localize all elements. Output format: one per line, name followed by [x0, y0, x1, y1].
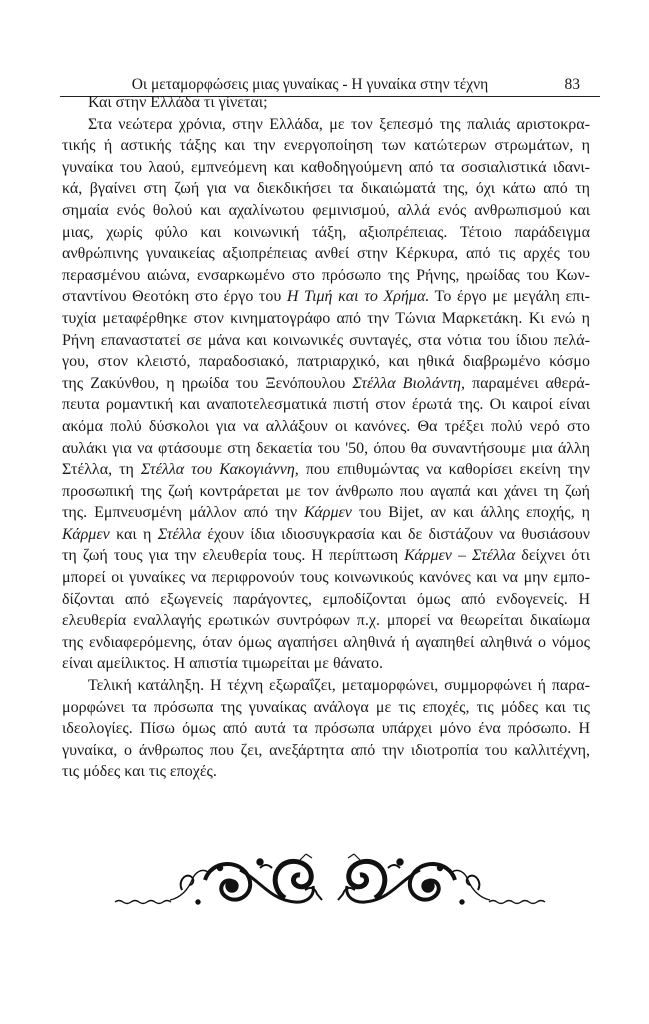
text-line	[62, 610, 590, 632]
text-segment: ιδεολογίες. Πίσω όμως από αυτά τα πρόσωπα υπάρχει μόνο ένα πρόσωπο. Η	[62, 720, 590, 738]
text-segment: τις μόδες και τις εποχές.	[62, 763, 217, 781]
italic-title-text: Στέλλα Βιολάντη,	[352, 374, 465, 392]
floral-flourish-ornament-icon	[110, 840, 550, 915]
text-line	[62, 697, 590, 719]
text-line	[62, 243, 590, 265]
text-segment: ελευθερία εναλλαγής ερωτικών συντρόφων π.χ. μπορεί να θεωρείται δικαίωμα	[62, 612, 590, 630]
text-line	[62, 114, 590, 136]
italic-title-text: Η Τιμή και το Χρήμα.	[286, 288, 430, 306]
text-segment: Στα νεώτερα χρόνια, στην Ελλάδα, με τον ξεπεσμό της παλιάς αριστοκρα-	[88, 115, 590, 133]
text-segment: γυναίκα, ο άνθρωπος που ζει, ανεξάρτητα από την ιδιοτροπία του καλλιτέχνη,	[62, 741, 590, 759]
text-line	[62, 178, 590, 200]
text-line	[62, 545, 590, 567]
text-segment: αυλάκι για να φτάσουμε στη δεκαετία του '50, όπου θα συναντήσουμε μια άλλη	[62, 439, 590, 457]
text-segment: και η	[109, 525, 158, 543]
text-segment: δείχνει ότι	[515, 547, 590, 565]
text-segment: παραμένει αθερά-	[465, 374, 591, 392]
text-segment: μπορεί οι γυναίκες να περιφρονούν τους κοινωνικούς κανόνες και να μην εμπο-	[62, 569, 590, 587]
body-text	[62, 92, 590, 783]
text-line	[62, 92, 590, 114]
text-line	[62, 740, 590, 762]
text-segment: Το έργο με μεγάλη επι-	[429, 288, 590, 306]
text-line	[62, 589, 590, 611]
text-segment: τυχία μεταφέρθηκε στον κινηματογράφο από την Τώνια Μαρκετάκη. Κι ενώ η	[62, 309, 590, 327]
text-segment: τη ζωή τους για την ελευθερία τους. Η περίπτωση	[62, 547, 405, 565]
text-segment: προσωπική της ζωή κοντράρεται με τον άνθρωπο που αγαπά και χάνει τη ζωή	[62, 482, 590, 500]
text-segment: της ενδιαφερόμενης, όταν όμως αγαπήσει αληθινά ή αγαπηθεί αληθινά ο νόμος	[62, 633, 590, 651]
text-segment: της Ζακύνθου, η ηρωίδα του Ξενόπουλου	[62, 374, 353, 392]
text-line	[62, 761, 590, 783]
text-line	[62, 286, 590, 308]
text-segment: της. Εμπνευσμένη μάλλον από την	[62, 504, 305, 522]
text-segment: μορφώνει τα πρόσωπα της γυναίκας ανάλογα με τις εποχές, τις μόδες και τις	[62, 698, 590, 716]
text-line	[62, 632, 590, 654]
text-line	[62, 438, 590, 460]
text-segment: Ρήνη επαναστατεί σε μάνα και κοινωνικές συνταγές, στα νότια του ίδιου πελά-	[62, 331, 590, 349]
text-segment: έχουν ίδια ιδιοσυγκρασία και δε διστάζουν να θυσιάσουν	[200, 525, 590, 543]
text-line	[62, 675, 590, 697]
text-segment: που επιθυμώντας να καθορίσει εκείνη την	[298, 461, 590, 479]
text-segment: γου, στον κλειστό, παραδοσιακό, πατριαρχικό, και ηθικά διαβρωμένο κόσμο	[62, 353, 590, 371]
text-line	[62, 135, 590, 157]
text-segment: δίζονται από εξωγενείς παράγοντες, εμποδίζονται όμως από ενδογενείς. Η	[62, 590, 590, 608]
text-segment: πευτα ρομαντική και αναποτελεσματικά πιστή στον έρωτά της. Οι καιροί είναι	[62, 396, 590, 414]
italic-title-text: Στέλλα	[157, 525, 201, 543]
text-segment: περασμένου αιώνα, ενσαρκωμένο στο πρόσωπο της Ρήνης, ηρωίδας του Κων-	[62, 266, 590, 284]
text-line	[62, 653, 590, 675]
text-line	[62, 351, 590, 373]
italic-title-text: Κάρμεν	[304, 504, 352, 522]
text-segment: του Bijet, αν και άλλης εποχής, η	[351, 504, 590, 522]
text-line	[62, 524, 590, 546]
italic-title-text: Κάρμεν – Στέλλα	[404, 547, 516, 565]
text-line	[62, 265, 590, 287]
text-segment: Και στην Ελλάδα τι γίνεται;	[88, 94, 268, 111]
text-line	[62, 308, 590, 330]
text-line	[62, 481, 590, 503]
running-title: Οι μεταμορφώσεις μιας γυναίκας - Η γυναίκα στην τέχνη	[131, 76, 489, 93]
text-segment: Στέλλα, τη	[62, 461, 141, 479]
page-number: 83	[564, 76, 580, 93]
text-line	[62, 157, 590, 179]
text-line	[62, 394, 590, 416]
text-segment: σταντίνου Θεοτόκη στο έργο του	[62, 288, 287, 306]
text-segment: σημαία ενός θολού και αχαλίνωτου φεμινισμού, αλλά ενός ανθρωπισμού και	[62, 201, 590, 219]
text-line	[62, 718, 590, 740]
text-segment: μιας, χωρίς φύλο και κοινωνική τάξη, αξιοπρέπειας. Τέτοιο παράδειγμα	[62, 223, 590, 241]
text-line	[62, 373, 590, 395]
text-line	[62, 200, 590, 222]
text-segment: γυναίκα του λαού, εμπνεόμενη και καθοδηγούμενη από τα σοσιαλιστικά ιδανι-	[62, 158, 590, 176]
text-line	[62, 567, 590, 589]
text-segment: τικής ή αστικής τάξης και την ενεργοποίηση των κατώτερων στρωμάτων, η	[62, 137, 590, 155]
text-line	[62, 416, 590, 438]
text-segment: Τελική κατάληξη. Η τέχνη εξωραΐζει, μεταμορφώνει, συμμορφώνει ή παρα-	[88, 677, 590, 695]
text-segment: είναι αμείλικτος. Η απιστία τιμωρείται με θάνατο.	[62, 655, 384, 673]
text-segment: κά, βγαίνει στη ζωή για να διεκδικήσει τα δικαιώματά της, όχι κάτω από τη	[62, 180, 590, 198]
text-line	[62, 502, 590, 524]
italic-title-text: Στέλλα του Κακογιάννη,	[140, 461, 299, 479]
text-segment: ακόμα πολύ δύσκολοι για να αλλάξουν οι κανόνες. Θα τρέξει πολύ νερό στο	[62, 417, 590, 435]
text-line	[62, 330, 590, 352]
text-line	[62, 222, 590, 244]
text-segment: ανθρώπινης γυναικείας αξιοπρέπειας ανθεί στην Κέρκυρα, από τις αρχές του	[62, 245, 590, 263]
text-line	[62, 459, 590, 481]
italic-title-text: Κάρμεν	[62, 525, 110, 543]
